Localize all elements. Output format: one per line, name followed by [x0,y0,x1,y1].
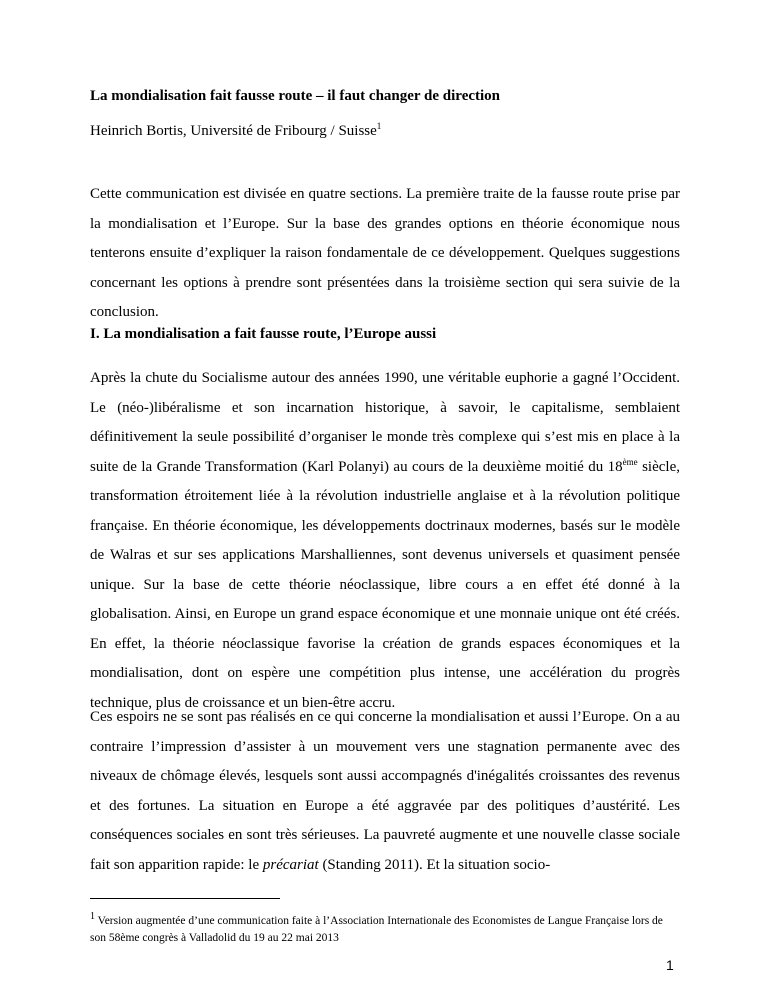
paragraph-text: (Standing 2011). Et la situation socio- [318,856,551,873]
author-name: Heinrich Bortis, Université de Fribourg / Suisse [90,123,377,139]
section-paragraph-1 [90,364,680,718]
document-title: La mondialisation fait fausse route – il faut changer de direction [90,88,501,104]
footnote-marker: 1 [90,911,95,922]
footnote-ref[interactable]: 1 [376,121,382,131]
section-heading: I. La mondialisation a fait fausse route, l’Europe aussi [90,326,437,342]
superscript: ème [622,456,638,467]
paragraph-text: siècle, transformation étroitement liée à la révolution industrielle anglaise et à la révolution politique française. En théorie économique, les développements doctrinaux modernes, basés sur le modèle de Walras et sur ses applications Marshalliennes, sont devenus universels et quasiment pensée unique. Sur la base de cette théorie néoclassique, libre cours a en effet été donné à la globalisation. Ainsi, en Europe un grand espace économique et une monnaie unique ont été créés. En effet, la théorie néoclassique favorise la création de grands espaces économiques et la mondialisation, dont on espère une compétition plus intense, une accélération du progrès technique, plus de croissance et un bien-être accru. [90,458,680,711]
footnote-text: Version augmentée d’une communication faite à l’Association Internationale des Economistes de Langue Française lors de son 58ème congrès à Valladolid du 19 au 22 mai 2013 [90,914,663,944]
emphasis-term: précariat [262,856,319,873]
section-paragraph-2 [90,703,680,880]
page-number: 1 [666,957,674,973]
paragraph-text: Après la chute du Socialisme autour des années 1990, une véritable euphorie a gagné l’Occident. Le (néo-)libéralisme et son incarnation historique, à savoir, le capitalisme, semblaient définitivement la seule possibilité d’organiser le monde très complexe qui s’est mis en place à la suite de la Grande Transformation (Karl Polanyi) au cours de la deuxième moitié du 18 [90,370,680,475]
author-line [90,121,381,140]
paragraph-text: Ces espoirs ne se sont pas réalisés en ce qui concerne la mondialisation et aussi l’Europe. On a au contraire l’impression d’assister à un mouvement vers une stagnation permanente avec des niveaux de chômage élevés, lesquels sont aussi accompagnés d'inégalités croissantes des revenus et des fortunes. La situation en Europe a été aggravée par des politiques d’austérité. Les conséquences sociales en sont très sérieuses. La pauvreté augmente et une nouvelle classe sociale fait son apparition rapide: le [90,709,680,873]
footnote [90,908,680,947]
intro-paragraph: Cette communication est divisée en quatre sections. La première traite de la fausse route prise par la mondialisation et l’Europe. Sur la base des grandes options en théorie économique nous tenterons ensuite d’expliquer la raison fondamentale de ce développement. Quelques suggestions concernant les options à prendre sont présentées dans la troisième section qui sera suivie de la conclusion. [90,186,680,320]
footnote-separator [90,898,280,899]
